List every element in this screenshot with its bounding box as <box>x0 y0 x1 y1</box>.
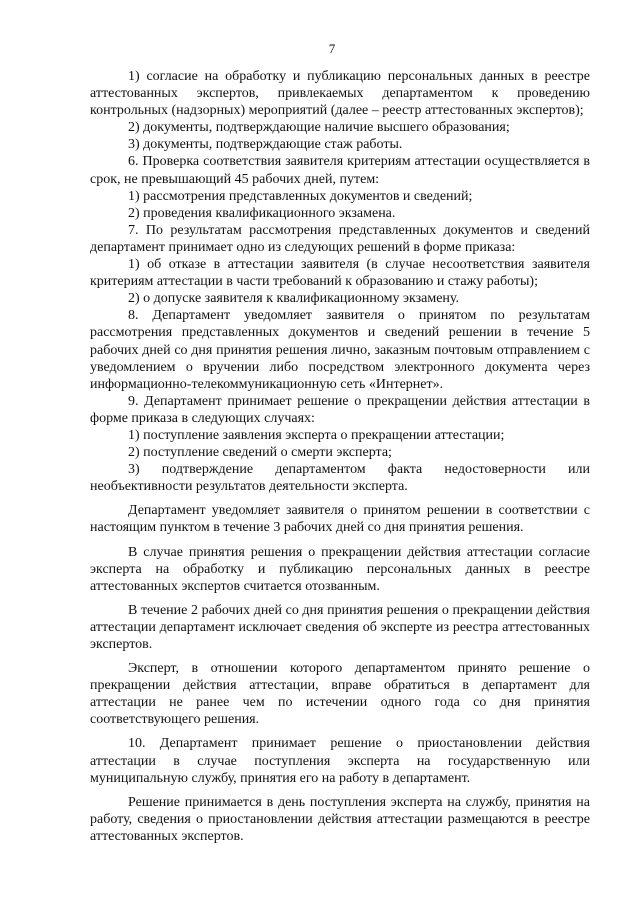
document-body <box>90 68 590 845</box>
paragraph-consent: 1) согласие на обработку и публикацию персональных данных в реестре аттестованных экспертов, привлекаемых департаментом к проведению контрольных (надзорных) мероприятий (далее – реестр аттестованных экспертов); <box>90 69 590 119</box>
paragraph-item-6: 6. Проверка соответствия заявителя критериям аттестации осуществляется в срок, не превышающий 45 рабочих дней, путем: <box>90 154 590 187</box>
paragraph-item-9: 9. Департамент принимает решение о прекращении действия аттестации в форме приказа в следующих случаях: <box>90 393 590 426</box>
paragraph-item-8: 8. Департамент уведомляет заявителя о принятом по результатам рассмотрения представленных документов и сведений решении в течение 5 рабочих дней со дня принятия решения лично, заказным почтовым отправлением с уведомлением о вручении либо посредством электронного документа через информационно-телекоммуникационную сеть «Интернет». <box>90 308 590 392</box>
paragraph-experience-docs: 3) документы, подтверждающие стаж работы. <box>128 137 403 153</box>
paragraph-consent-withdrawn: В случае принятия решения о прекращении действия аттестации согласие эксперта на обработку и публикацию персональных данных в реестре аттестованных экспертов считается отозванным. <box>90 544 590 594</box>
paragraph-notification: Департамент уведомляет заявителя о принятом решении в соответствии с настоящим пунктом в течение 3 рабочих дней со дня принятия решения. <box>90 503 590 536</box>
paragraph-review-docs: 1) рассмотрения представленных документов и сведений; <box>128 188 473 204</box>
paragraph-reapply: Эксперт, в отношении которого департаментом принято решение о прекращении действия аттестации, вправе обратиться в департамент для аттестации не ранее чем по истечении одного года со дня принятия соответствующего решения. <box>90 661 590 728</box>
paragraph-exam: 2) проведения квалификационного экзамена. <box>128 205 396 221</box>
paragraph-education-docs: 2) документы, подтверждающие наличие высшего образования; <box>128 120 510 136</box>
paragraph-admission: 2) о допуске заявителя к квалификационному экзамену. <box>128 291 460 307</box>
paragraph-death-info: 2) поступление сведений о смерти эксперта; <box>128 445 392 461</box>
paragraph-item-10: 10. Департамент принимает решение о приостановлении действия аттестации в случае поступления эксперта на государственную или муниципальную службу, принятия его на работу в департамент. <box>90 736 590 786</box>
paragraph-termination-request: 1) поступление заявления эксперта о прекращении аттестации; <box>128 427 505 443</box>
paragraph-unreliability: 3) подтверждение департаментом факта недостоверности или необъективности результатов деятельности эксперта. <box>90 462 590 495</box>
paragraph-item-7: 7. По результатам рассмотрения представленных документов и сведений департамент принимает одно из следующих решений в форме приказа: <box>90 222 590 255</box>
paragraph-registry-exclusion: В течение 2 рабочих дней со дня принятия решения о прекращении действия аттестации департамент исключает сведения об эксперте из реестра аттестованных экспертов. <box>90 602 590 652</box>
paragraph-refusal: 1) об отказе в аттестации заявителя (в случае несоответствия заявителя критериям аттестации в части требований к образованию и стажу работы); <box>90 257 590 290</box>
paragraph-suspension-registry: Решение принимается в день поступления эксперта на службу, принятия на работу, сведения о приостановлении действия аттестации размещаются в реестре аттестованных экспертов. <box>90 794 590 844</box>
page-number: 7 <box>328 41 336 56</box>
